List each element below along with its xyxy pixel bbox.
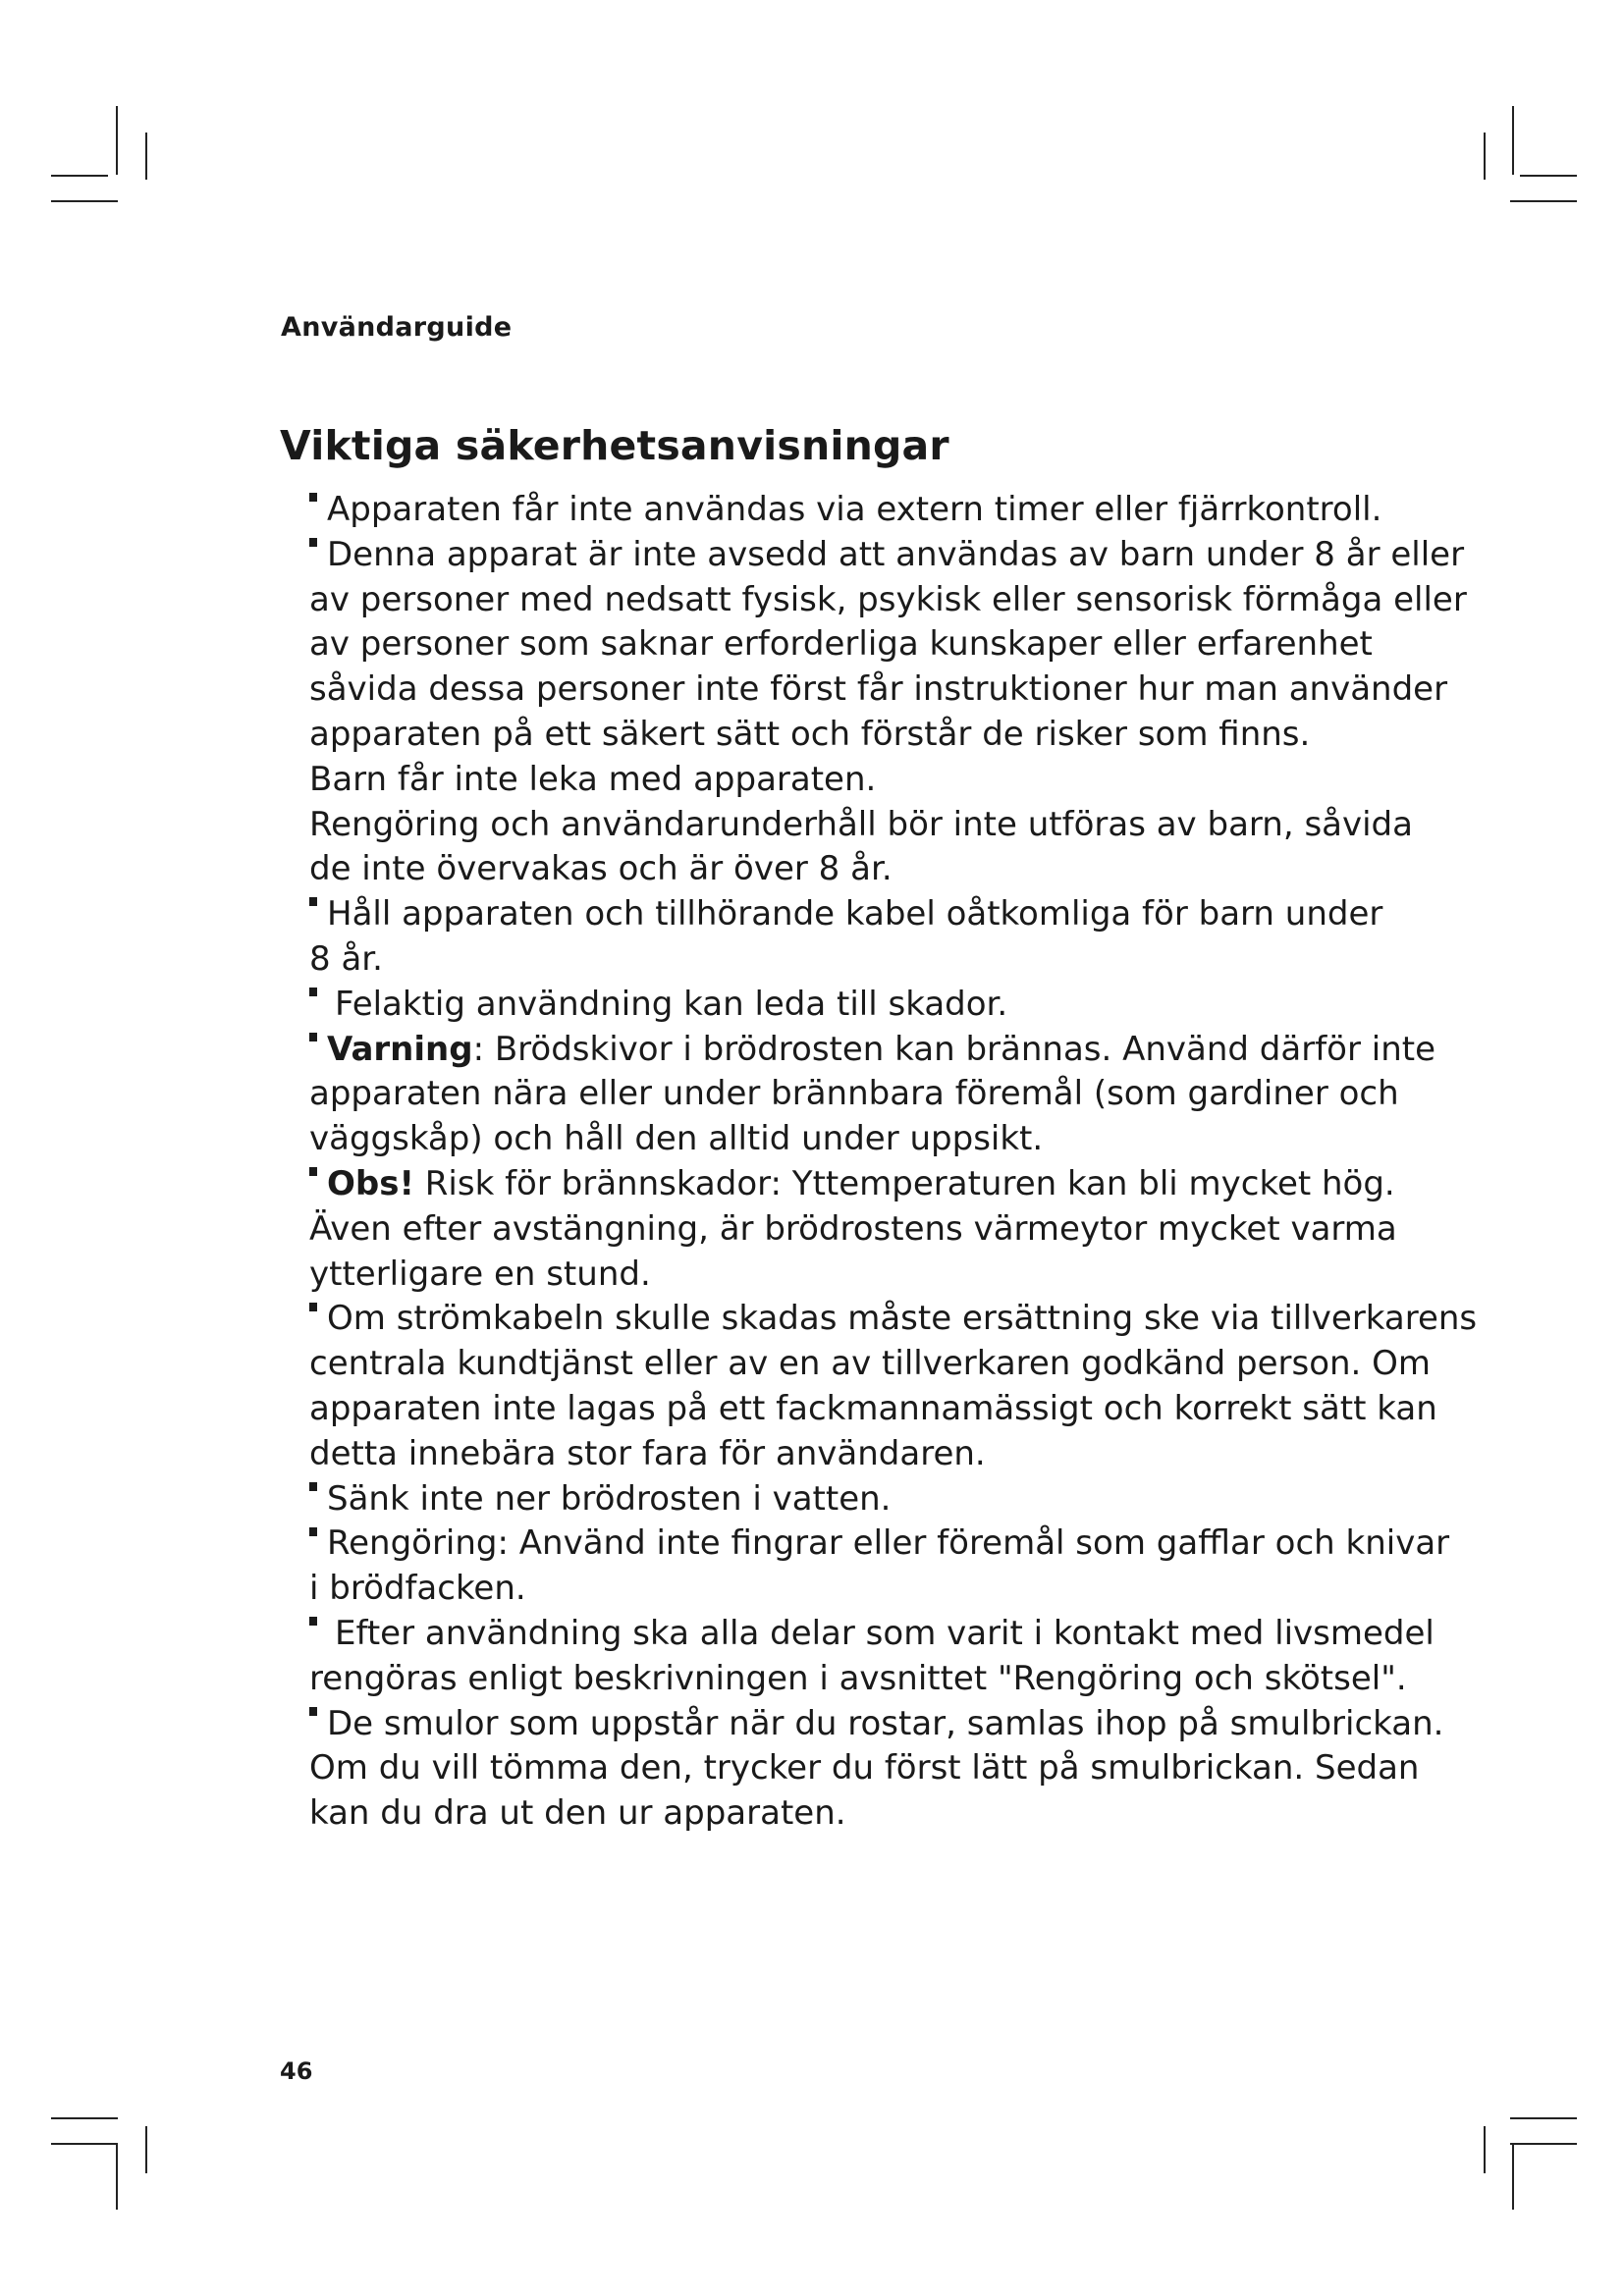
text-line: Håll apparaten och tillhörande kabel oåtkomliga för barn under: [309, 892, 1438, 937]
text-line: Om du vill tömma den, trycker du först lätt på smulbrickan. Sedan: [309, 1748, 1420, 1789]
bullet-icon: [309, 493, 317, 502]
text-line: Rengöring och användarunderhåll bör inte utföras av barn, såvida: [309, 804, 1413, 844]
crop-mark: [51, 2143, 118, 2145]
text-line: av personer som saknar erforderliga kunskaper eller erfarenhet: [309, 624, 1373, 665]
crop-mark: [1510, 2117, 1577, 2119]
bullet-icon: [309, 1167, 317, 1176]
page-number: 46: [280, 2057, 313, 2085]
text-line: såvida dessa personer inte först får instruktioner hur man använder: [309, 669, 1448, 710]
bullet-icon: [309, 1617, 317, 1626]
text-line: detta innebära stor fara för användaren.: [309, 1433, 986, 1473]
crop-mark: [1510, 200, 1577, 202]
bullet-icon: [309, 988, 317, 996]
text-line: Felaktig användning kan leda till skador.: [309, 983, 1438, 1028]
text-line: 8 år.: [309, 938, 383, 979]
crop-mark: [51, 175, 108, 177]
text-line: Varning: Brödskivor i brödrosten kan brännas. Använd därför inte: [309, 1028, 1438, 1073]
text-line: i brödfacken.: [309, 1569, 526, 1609]
text-line: kan du dra ut den ur apparaten.: [309, 1793, 846, 1834]
warning-label: Varning: [327, 1029, 473, 1069]
crop-mark: [145, 133, 147, 180]
text-line: av personer med nedsatt fysisk, psykisk eller sensorisk förmåga eller: [309, 579, 1467, 619]
bullet-icon: [309, 538, 317, 547]
text-line: Rengöring: Använd inte fingrar eller föremål som gafflar och knivar: [309, 1522, 1438, 1567]
text-line: Barn får inte leka med apparaten.: [309, 759, 877, 799]
bullet-icon: [309, 1527, 317, 1536]
crop-mark: [1484, 2126, 1486, 2173]
bullet-icon: [309, 897, 317, 906]
text-line: centrala kundtjänst eller av en av tillverkaren godkänd person. Om: [309, 1344, 1432, 1384]
text-line: Apparaten får inte användas via extern timer eller fjärrkontroll.: [309, 488, 1438, 533]
text-line: Obs! Risk för brännskador: Yttemperaturen kan bli mycket hög.: [309, 1162, 1438, 1207]
page-title: Viktiga säkerhetsanvisningar: [280, 422, 949, 469]
text-line: De smulor som uppstår när du rostar, samlas ihop på smulbrickan.: [309, 1702, 1438, 1747]
text-line: apparaten på ett säkert sätt och förstår de risker som finns.: [309, 714, 1311, 754]
bullet-icon: [309, 1482, 317, 1491]
text-line: apparaten nära eller under brännbara föremål (som gardiner och: [309, 1074, 1399, 1114]
crop-mark: [1484, 133, 1486, 180]
text-line: Denna apparat är inte avsedd att användas av barn under 8 år eller: [309, 533, 1438, 578]
section-label: Användarguide: [281, 312, 513, 343]
text-line: Efter användning ska alla delar som varit i kontakt med livsmedel: [309, 1612, 1438, 1657]
text-line: de inte övervakas och är över 8 år.: [309, 849, 893, 889]
bullet-icon: [309, 1303, 317, 1311]
text-line: Sänk inte ner brödrosten i vatten.: [309, 1477, 1438, 1522]
crop-mark: [116, 106, 118, 175]
text-line: ytterligare en stund.: [309, 1254, 651, 1294]
obs-label: Obs!: [327, 1163, 414, 1203]
safety-instructions: [309, 488, 1478, 1837]
text-line: Även efter avstängning, är brödrostens värmeytor mycket varma: [309, 1208, 1397, 1249]
crop-mark: [145, 2126, 147, 2173]
crop-mark: [116, 2143, 118, 2210]
crop-mark: [1512, 2143, 1514, 2210]
bullet-icon: [309, 1033, 317, 1041]
bullet-icon: [309, 1707, 317, 1716]
text-line: rengöras enligt beskrivningen i avsnittet "Rengöring och skötsel".: [309, 1658, 1407, 1698]
crop-mark: [51, 200, 118, 202]
text-line: Om strömkabeln skulle skadas måste ersättning ske via tillverkarens: [309, 1297, 1438, 1342]
crop-mark: [1512, 106, 1514, 175]
text-line: apparaten inte lagas på ett fackmannamässigt och korrekt sätt kan: [309, 1388, 1437, 1428]
crop-mark: [1520, 175, 1577, 177]
crop-mark: [1510, 2143, 1577, 2145]
text-line: väggskåp) och håll den alltid under uppsikt.: [309, 1119, 1044, 1159]
crop-mark: [51, 2117, 118, 2119]
